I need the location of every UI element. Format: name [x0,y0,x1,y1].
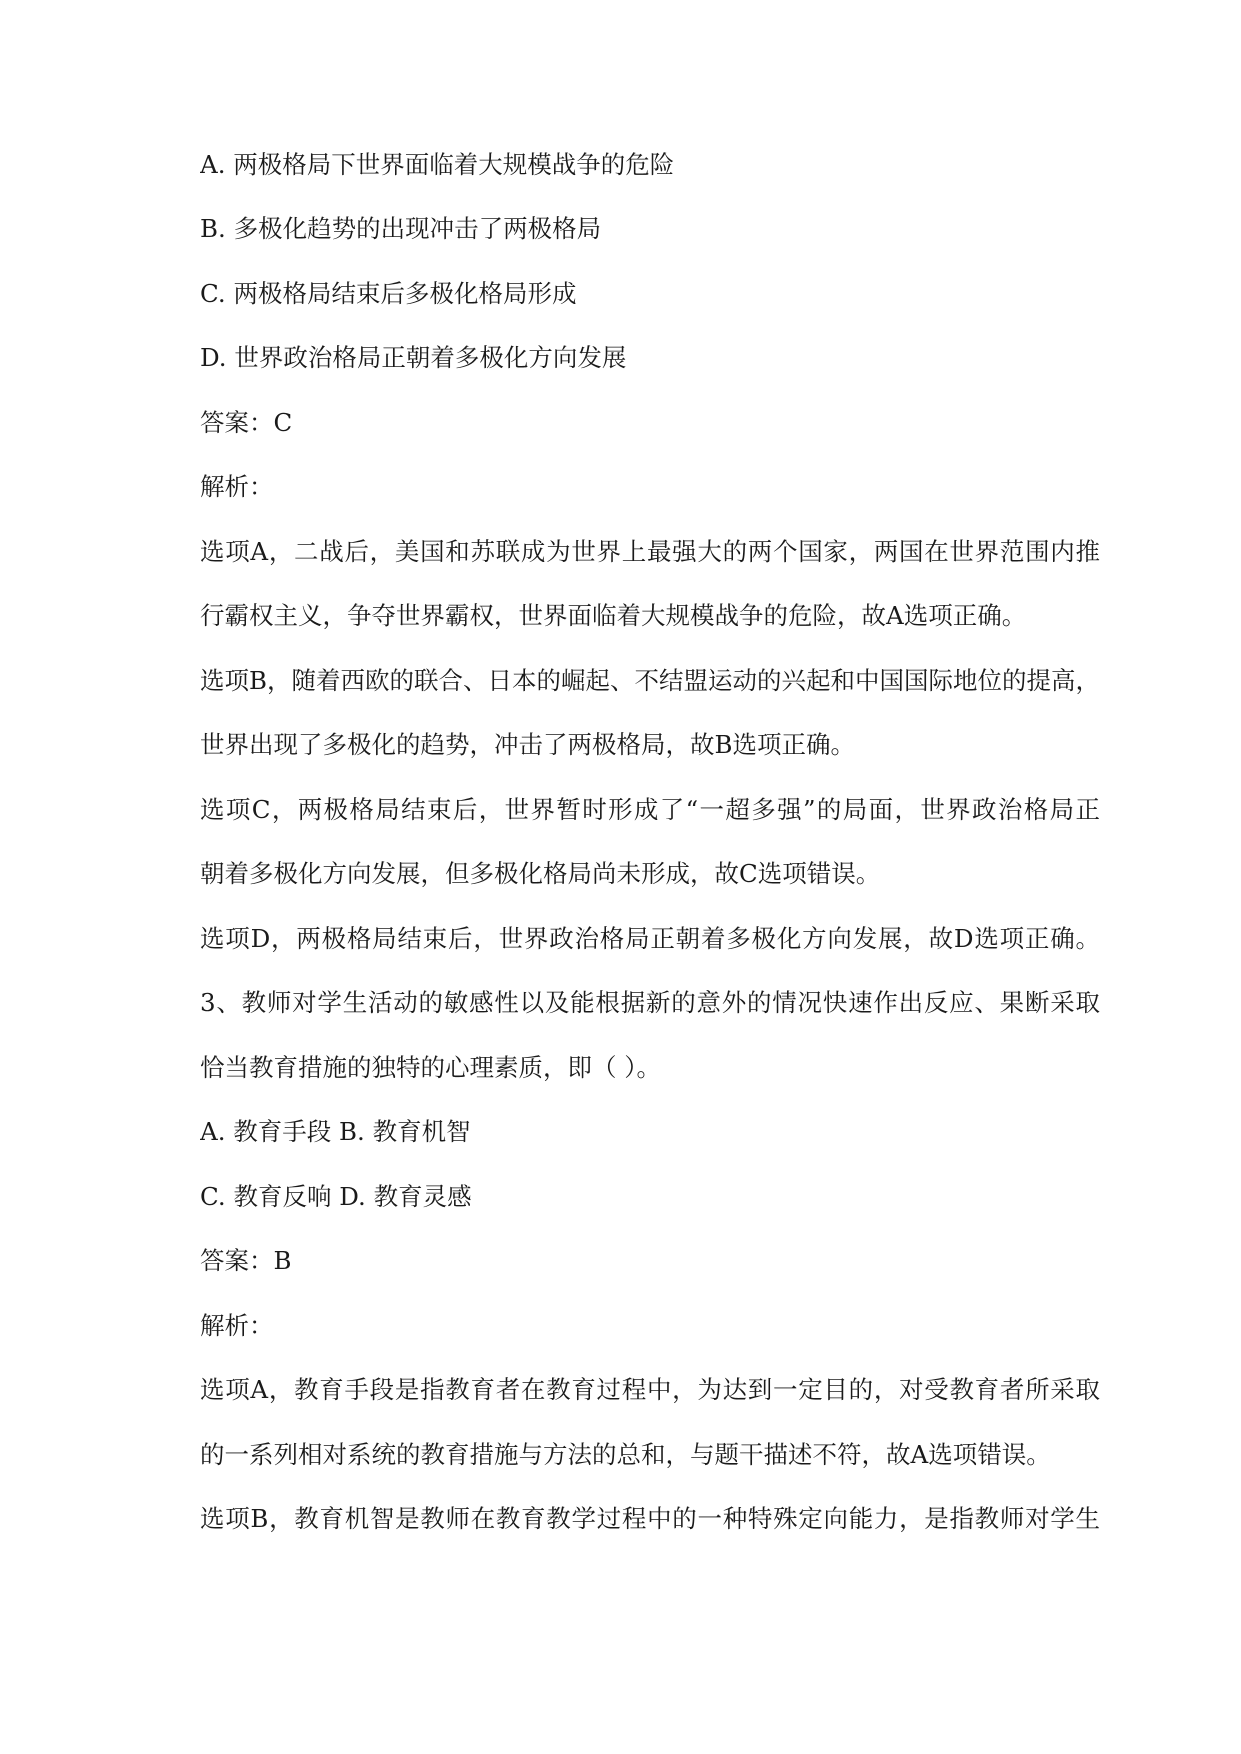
q3-question-line-1: 3、教师对学生活动的敏感性以及能根据新的意外的情况快速作出反应、果断采取 [200,988,1100,1017]
q2-analysis-b-line-1: 选项B，随着西欧的联合、日本的崛起、不结盟运动的兴起和中国国际地位的提高， [200,666,1100,695]
q2-analysis-a-line-1: 选项A，二战后，美国和苏联成为世界上最强大的两个国家，两国在世界范围内推 [200,537,1100,566]
q2-analysis-c-line-1: 选项C，两极格局结束后，世界暂时形成了“一超多强”的局面，世界政治格局正 [200,795,1100,824]
q2-analysis-d-line-1: 选项D，两极格局结束后，世界政治格局正朝着多极化方向发展，故D选项正确。 [200,924,1100,953]
q2-analysis-b-line-2: 世界出现了多极化的趋势，冲击了两极格局，故B选项正确。 [200,730,856,759]
q3-analysis-a-line-1: 选项A，教育手段是指教育者在教育过程中，为达到一定目的，对受教育者所采取 [200,1375,1100,1404]
q2-analysis-a-line-2: 行霸权主义，争夺世界霸权，世界面临着大规模战争的危险，故A选项正确。 [200,601,1027,630]
q3-analysis-heading: 解析： [200,1311,274,1340]
q3-analysis-b-line-1: 选项B，教育机智是教师在教育教学过程中的一种特殊定向能力，是指教师对学生 [200,1504,1100,1533]
q2-option-b: B. 多极化趋势的出现冲击了两极格局 [200,214,602,243]
q2-option-d: D. 世界政治格局正朝着多极化方向发展 [200,343,627,372]
q3-options-c-d: C. 教育反响 D. 教育灵感 [200,1182,472,1211]
q2-analysis-c-line-2: 朝着多极化方向发展，但多极化格局尚未形成，故C选项错误。 [200,859,881,888]
q2-answer: 答案：C [200,408,293,437]
q2-option-a: A. 两极格局下世界面临着大规模战争的危险 [200,150,675,179]
q2-analysis-heading: 解析： [200,472,274,501]
q3-question-line-2: 恰当教育措施的独特的心理素质，即（ ）。 [200,1053,662,1082]
q3-analysis-a-line-2: 的一系列相对系统的教育措施与方法的总和，与题干描述不符，故A选项错误。 [200,1440,1051,1469]
q3-options-a-b: A. 教育手段 B. 教育机智 [200,1117,471,1146]
q3-answer: 答案：B [200,1246,292,1275]
q2-option-c: C. 两极格局结束后多极化格局形成 [200,279,577,308]
